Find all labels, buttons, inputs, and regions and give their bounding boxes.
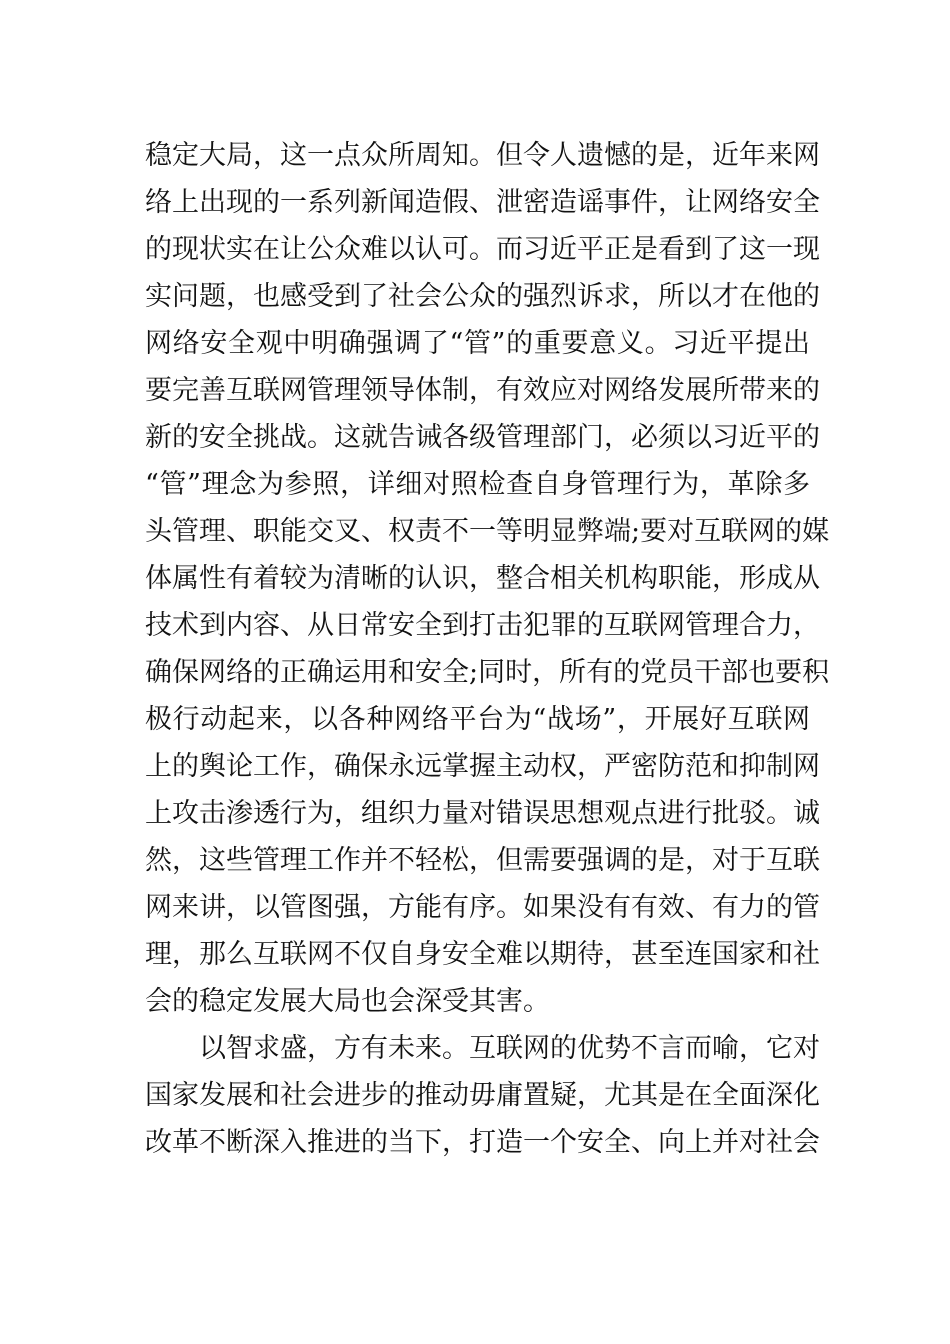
- paragraph-line: 理，那么互联网不仅自身安全难以期待，甚至连国家和社: [145, 939, 820, 970]
- paragraph-line: 上的舆论工作，确保永远掌握主动权，严密防范和抑制网: [145, 751, 820, 782]
- document-body: [145, 132, 830, 1166]
- paragraph-line: 然，这些管理工作并不轻松，但需要强调的是，对于互联: [145, 845, 820, 876]
- paragraph-line: 要完善互联网管理领导体制，有效应对网络发展所带来的: [145, 375, 820, 406]
- paragraph-line: 实问题，也感受到了社会公众的强烈诉求，所以才在他的: [145, 281, 820, 312]
- paragraph-line: 头管理、职能交叉、权责不一等明显弊端;要对互联网的媒: [145, 516, 830, 547]
- paragraph-line: 络上出现的一系列新闻造假、泄密造谣事件，让网络安全: [145, 187, 820, 218]
- paragraph-line: 上攻击渗透行为，组织力量对错误思想观点进行批驳。诚: [145, 798, 820, 829]
- paragraph-line: 技术到内容、从日常安全到打击犯罪的互联网管理合力，: [145, 610, 820, 641]
- paragraph-line: 国家发展和社会进步的推动毋庸置疑，尤其是在全面深化: [145, 1080, 820, 1111]
- paragraph-1: [145, 132, 830, 1025]
- paragraph-line: 极行动起来，以各种网络平台为“战场”，开展好互联网: [145, 704, 810, 735]
- paragraph-line: 网络安全观中明确强调了“管”的重要意义。习近平提出: [145, 328, 810, 359]
- paragraph-line: 的现状实在让公众难以认可。而习近平正是看到了这一现: [145, 234, 820, 265]
- paragraph-line: 稳定大局，这一点众所周知。但令人遗憾的是，近年来网: [145, 140, 820, 171]
- paragraph-line: 确保网络的正确运用和安全;同时，所有的党员干部也要积: [145, 657, 830, 688]
- paragraph-line: “管”理念为参照，详细对照检查自身管理行为，革除多: [145, 469, 810, 500]
- paragraph-line: 以智求盛，方有未来。互联网的优势不言而喻，它对: [199, 1033, 820, 1064]
- paragraph-line: 体属性有着较为清晰的认识，整合相关机构职能，形成从: [145, 563, 820, 594]
- paragraph-line: 新的安全挑战。这就告诫各级管理部门，必须以习近平的: [145, 422, 820, 453]
- paragraph-2: [145, 1025, 820, 1166]
- paragraph-line: 网来讲，以管图强，方能有序。如果没有有效、有力的管: [145, 892, 820, 923]
- paragraph-line: 会的稳定发展大局也会深受其害。: [145, 986, 550, 1017]
- paragraph-line: 改革不断深入推进的当下，打造一个安全、向上并对社会: [145, 1127, 820, 1158]
